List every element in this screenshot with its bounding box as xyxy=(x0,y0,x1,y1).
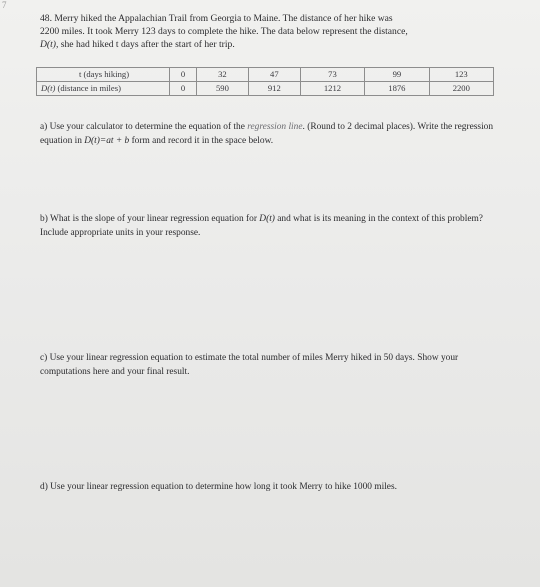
table-cell-d: 1876 xyxy=(365,82,429,96)
question-a: a) Use your calculator to determine the equation of the regression line. (Round to 2 decimal places). Write the regression equation in D(t)=at + b form and record it in the space below. xyxy=(40,122,494,146)
table-cell-t: 73 xyxy=(300,68,364,82)
table-header-d xyxy=(37,82,170,96)
table-cell-d: 590 xyxy=(196,82,248,96)
table-row-d xyxy=(37,82,494,96)
problem-line-3-text: , she had hiked t days after the start of her trip. xyxy=(55,39,235,50)
function-notation: D(t) xyxy=(259,214,275,224)
table-header-t: t (days hiking) xyxy=(37,68,170,82)
table-cell-d: 2200 xyxy=(429,82,493,96)
problem-statement xyxy=(40,12,510,51)
table-cell-d: 1212 xyxy=(300,82,364,96)
table-cell-t: 32 xyxy=(196,68,248,82)
question-d: d) Use your linear regression equation to determine how long it took Merry to hike 1000 miles. xyxy=(40,482,397,492)
table-header-d-text: (distance in miles) xyxy=(55,83,121,93)
question-c: c) Use your linear regression equation to estimate the total number of miles Merry hiked in 50 days. Show your computations here and your final result. xyxy=(40,353,459,377)
table-cell-t: 123 xyxy=(429,68,493,82)
table-cell-t: 47 xyxy=(248,68,300,82)
regression-equation-form: D(t)=at + b xyxy=(84,136,130,146)
table-cell-t: 99 xyxy=(365,68,429,82)
problem-line-1: 48. Merry hiked the Appalachian Trail from Georgia to Maine. The distance of her hike was xyxy=(40,13,393,24)
table-cell-t: 0 xyxy=(170,68,197,82)
table-cell-d: 0 xyxy=(170,82,197,96)
corner-mark: 7 xyxy=(2,0,7,10)
question-b: b) What is the slope of your linear regression equation for D(t) and what is its meaning in the context of this problem? Include appropriate units in your response. xyxy=(40,214,483,238)
problem-line-3 xyxy=(40,38,510,51)
function-notation: D(t) xyxy=(40,39,56,50)
problem-line-2: 2200 miles. It took Merry 123 days to complete the hike. The data below represent the distance, xyxy=(40,26,408,37)
regression-line-term: regression line xyxy=(247,122,303,132)
table-row-t xyxy=(37,68,494,82)
data-table xyxy=(36,67,494,96)
table-cell-d: 912 xyxy=(248,82,300,96)
function-notation: D(t) xyxy=(41,83,56,93)
